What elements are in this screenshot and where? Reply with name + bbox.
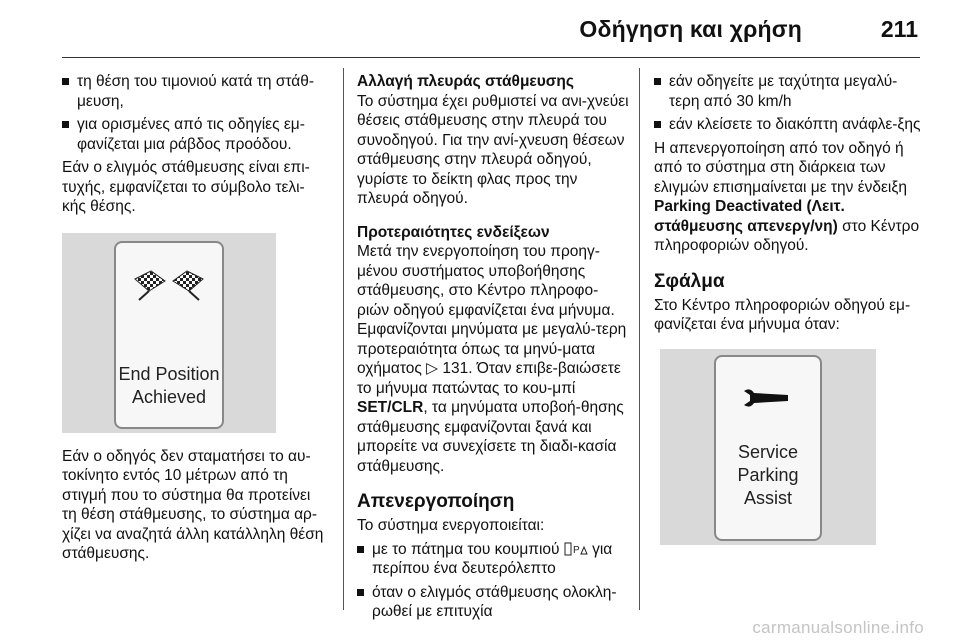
- column-1: [62, 72, 327, 568]
- column-divider-1: [343, 68, 344, 610]
- paragraph-display-priorities: Μετά την ενεργοποίηση του προηγ-μένου συστήματος υποβοήθησης στάθμευσης, στο Κέντρο πληροφο-ριών οδηγού εμφανίζεται ένα μήνυμα. Εμφανίζονται μηνύματα με μεγαλύ-τερη προτεραιότητα όπως τα μηνύ-ματα οχήματος ▷ 131. Όταν επιβε-βαιώσετε το μήνυμα πατώντας το κου-μπί SET/CLR, τα μηνύματα υποβοή-θησης στάθμευσης εμφανίζονται ξανά και μπορείτε να συνεχίσετε τη διαδι-κασία στάθμευσης.: [357, 243, 627, 475]
- svg-text:P: P: [572, 544, 580, 556]
- page-number: 211: [880, 16, 918, 42]
- watermark: carmanualsonline.info: [752, 618, 924, 637]
- display-text-parking: Parking: [737, 464, 799, 485]
- parking-deactivated-label: Parking Deactivated (Λειτ. στάθμευσης απενεργ/νη): [654, 198, 845, 235]
- wrench-icon: [742, 387, 792, 409]
- bullet-steering-position: τη θέση του τιμονιού κατά τη στάθ-μευση,: [62, 72, 327, 111]
- header-divider: [62, 57, 920, 58]
- paragraph-deactivation-intro: Το σύστημα ενεργοποιείται:: [357, 517, 545, 534]
- section-fault: Σφάλμα: [654, 270, 725, 292]
- display-text-assist: Assist: [743, 487, 792, 508]
- display-end-position: [62, 233, 276, 433]
- paragraph-change-side: Το σύστημα έχει ρυθμιστεί να ανι-χνεύει θέσεις στάθμευσης στην πλευρά του συνοδηγού. Για την ανί-χνευση θέσεων στάθμευσης στην πλευρά οδηγού, γυρίστε το δείκτη φλας προς την πλευρά οδηγού.: [357, 92, 629, 207]
- paragraph-deactivation-message: Η απενεργοποίηση από τον οδηγό ή από το σύστημα στη διάρκεια των ελιγμών επισημαίνεται με την ένδειξη Parking Deactivated (Λειτ. στάθμευσης απενεργ/νη) στο Κέντρο πληροφοριών οδηγού.: [654, 139, 920, 254]
- heading-display-priorities: Προτεραιότητες ενδείξεων: [357, 223, 550, 241]
- display-service-parking-assist: [660, 349, 876, 545]
- paragraph-success-symbol: Εάν ο ελιγμός στάθμευσης είναι επι-τυχής, εμφανίζεται το σύμβολο τελι-κής θέσης.: [62, 159, 310, 215]
- display-text-service: Service: [737, 441, 799, 462]
- paragraph-fault-intro: Στο Κέντρο πληροφοριών οδηγού εμ-φανίζεται ένα μήνυμα όταν:: [654, 296, 911, 333]
- column-divider-2: [639, 68, 640, 610]
- column-2: [357, 72, 629, 626]
- display-text-end-position: End Position: [118, 363, 220, 384]
- page-header-title: Οδήγηση και χρήση: [579, 16, 802, 42]
- set-clr-button-name: SET/CLR: [357, 399, 424, 416]
- bullet-ignition-off: εάν κλείσετε το διακόπτη ανάφλε-ξης: [654, 115, 924, 135]
- display-text-achieved: Achieved: [131, 386, 207, 407]
- bullet-press-button: με το πάτημα του κουμπιού P για περίπου ένα δευτερόλεπτο: [357, 540, 629, 579]
- checkered-flags-icon: [129, 269, 209, 301]
- heading-change-side: Αλλαγή πλευράς στάθμευσης: [357, 73, 574, 90]
- column-3: [654, 72, 924, 545]
- bullet-manoeuvre-complete: όταν ο ελιγμός στάθμευσης ολοκλη-ρωθεί με επιτυχία: [357, 583, 629, 622]
- page-reference-arrow-icon: ▷: [426, 360, 439, 377]
- paragraph-search-new-space: Εάν ο οδηγός δεν σταματήσει το αυ-τοκίνητο εντός 10 μέτρων από τη στιγμή που το σύστημα θα προτείνει τη θέση στάθμευσης, το σύστημα αρ-χίζει να αναζητά άλλη κατάλληλη θέση στάθμευσης.: [62, 447, 324, 562]
- bullet-speed-limit: εάν οδηγείτε με ταχύτητα μεγαλύ-τερη από 30 km/h: [654, 72, 924, 111]
- bullet-progress-bar: για ορισμένες από τις οδηγίες εμ-φανίζεται μια ράβδος προόδου.: [62, 115, 327, 154]
- parking-assist-icon: [564, 542, 588, 556]
- section-deactivation: Απενεργοποίηση: [357, 491, 515, 512]
